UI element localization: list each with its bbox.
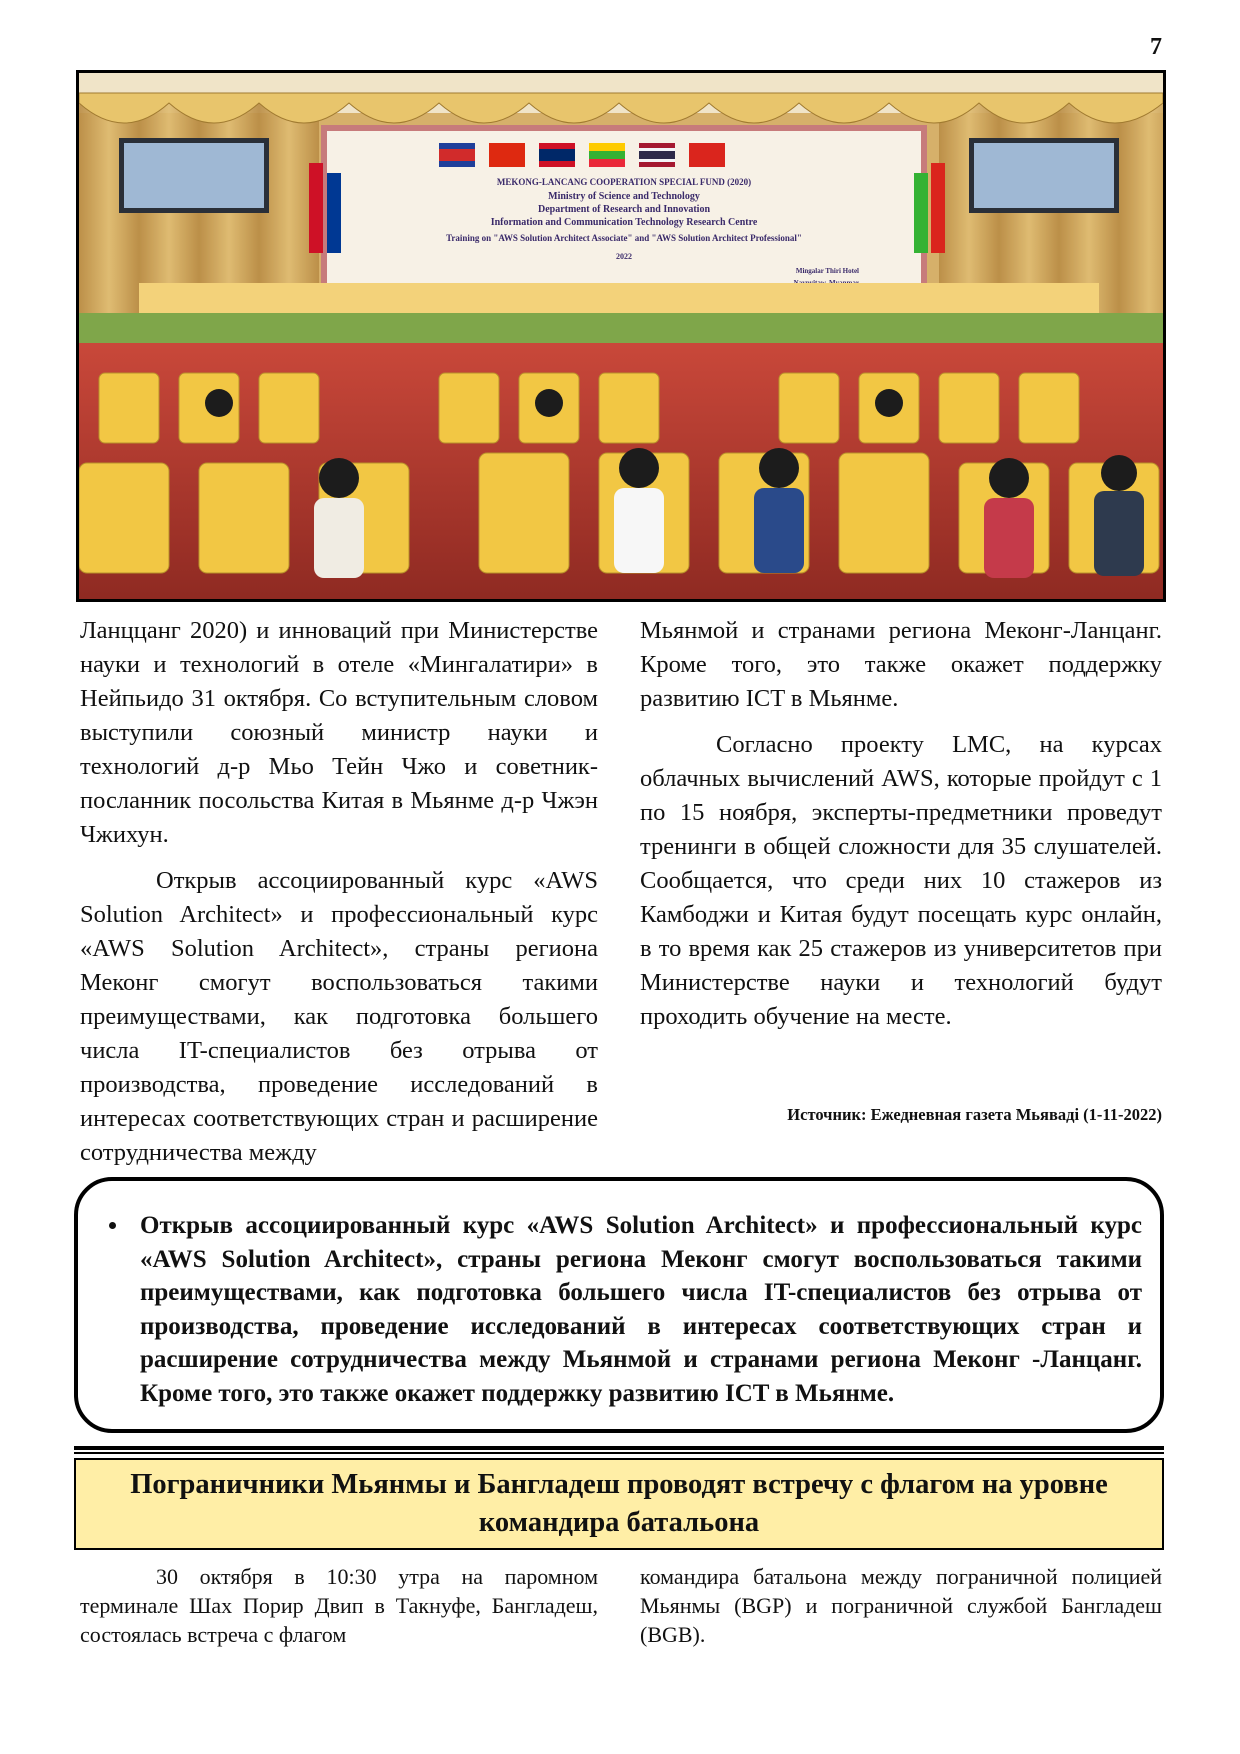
banner-line: Training on "AWS Solution Architect Associate" and "AWS Solution Architect Professional" — [446, 233, 802, 243]
highlight-list — [78, 1181, 1160, 1410]
article-paragraph: Согласно проекту LMC, на курсах облачных вычислений AWS, которые пройдут с 1 по 15 ноября, эксперты-предметники проведут тренинги в общей сложности для 35 слушателей. Сообщается, что среди них 10 стажеров из Камбоджи и Китая будут посещать курс онлайн, в то время как 25 стажеров из университетов при Министерстве науки и технологий будут проходить обучение на месте. — [640, 731, 1162, 1030]
highlight-box — [74, 1177, 1164, 1433]
banner-line: Ministry of Science and Technology — [548, 191, 700, 202]
article-headline: Пограничники Мьянмы и Бангладеш проводят встречу с флагом на уровне командира батальона — [74, 1458, 1164, 1550]
conference-photo — [76, 70, 1166, 602]
article-right-column — [640, 614, 1162, 1034]
banner-line: MEKONG-LANCANG COOPERATION SPECIAL FUND (2020) — [496, 177, 752, 187]
article-source: Источник: Ежедневная газета Мьяваді (1-11-2022) — [787, 1105, 1162, 1124]
article-paragraph: Мьянмой и странами региона Меконг-Ланцанг. Кроме того, это также окажет поддержку развитию ICT в Мьянме. — [640, 617, 1162, 712]
article2-paragraph: командира батальона между пограничной полицией Мьянмы (BGP) и пограничной службой Бангладеш (BGB). — [640, 1564, 1162, 1647]
banner-line: Department of Research and Innovation — [537, 204, 711, 215]
article-left-column — [80, 614, 598, 1170]
banner-line: Mingalar Thiri Hotel — [795, 267, 859, 275]
article-paragraph: Ланццанг 2020) и инноваций при Министерстве науки и технологий в отеле «Мингалатири» в Нейпьидо 31 октября. Со вступительным словом выступили союзный министр науки и технологий д-р Мьо Тейн Чжо и советник-посланник посольства Китая в Мьянме д-р Чжэн Чжихун. — [80, 617, 598, 848]
article2-paragraph: 30 октября в 10:30 утра на паромном терминале Шах Порир Двип в Такнуфе, Бангладеш, состоялась встреча с флагом — [80, 1564, 598, 1647]
banner-line: 2022 — [616, 252, 632, 261]
divider-rule — [74, 1446, 1164, 1450]
article2-right-column — [640, 1562, 1162, 1649]
article-paragraph: Открыв ассоциированный курс «AWS Solution Architect» и профессиональный курс «AWS Solution Architect», страны региона Меконг смогут воспользоваться такими преимуществами, как подготовка большего числа IT-специалистов без отрыва от производства, проведение исследований в интересах соответствующих стран и расширение сотрудничества между — [80, 867, 598, 1166]
divider-rule — [74, 1452, 1164, 1454]
article2-left-column — [80, 1562, 598, 1649]
highlight-bullet: • Открыв ассоциированный курс «AWS Solution Architect» и профессиональный курс «AWS Solution Architect», страны региона Меконг смогут воспользоваться такими преимуществами, как подготовка большего числа IT-специалистов без отрыва от производства, проведение исследований в интересах соответствующих стран и расширение сотрудничества между Мьянмой и странами региона Меконг -Ланцанг. Кроме того, это также окажет поддержку развитию ICT в Мьянме. — [130, 1209, 1142, 1410]
page-number: 7 — [1150, 34, 1162, 60]
banner-line: Information and Communication Technology Research Centre — [490, 217, 758, 228]
